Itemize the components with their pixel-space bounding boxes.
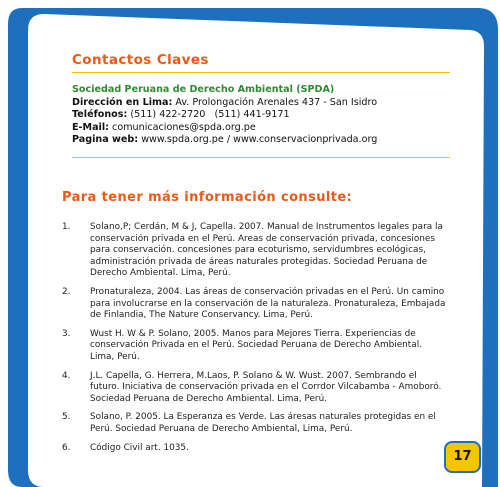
reference-text: Wust H. W & P. Solano, 2005. Manos para Mejores Tierra. Experiencias de conservación Privada en el Perú. Sociedad Peruana de Derecho Ambiental. Lima, Perú. bbox=[90, 328, 423, 362]
reference-item bbox=[62, 443, 447, 455]
divider-top bbox=[72, 72, 450, 73]
email-link[interactable]: comunicaciones@spda.org.pe bbox=[112, 121, 256, 133]
reference-text: Código Civil art. 1035. bbox=[90, 442, 189, 453]
divider-bottom bbox=[72, 157, 450, 158]
web-line bbox=[72, 134, 452, 147]
web-label: Pagina web: bbox=[72, 134, 139, 146]
reference-number: 2. bbox=[62, 286, 71, 297]
phone-value: (511) 422-2720 (511) 441-9171 bbox=[130, 109, 290, 121]
address-value: Av. Prolongación Arenales 437 - San Isidro bbox=[175, 96, 378, 108]
reference-item bbox=[62, 287, 447, 322]
reference-item bbox=[62, 329, 447, 364]
reference-text: Solano,P; Cerdán, M & J, Capella. 2007. Manual de Instrumentos legales para la conservación privada en el Perú. Areas de conservación privada, concesiones para conservación. concesiones para ecoturismo, servidumbres ecológicas, administración privada de áreas naturales protegidas. Sociedad Peruana de Derecho Ambiental. Lima, Perú. bbox=[90, 222, 443, 279]
page-number-badge: 17 bbox=[444, 441, 481, 473]
reference-text: J.L. Capella, G. Herrera, M.Laos, P. Solano & W. Wust. 2007. Sembrando el futuro. Iniciativa de conservación privada en el Corrdor Vilcabamba - Amoboró. Sociedad Peruana de Derecho Ambiental. Lima, Perú. bbox=[90, 370, 442, 404]
reference-number: 3. bbox=[62, 328, 71, 339]
address-label: Dirección en Lima: bbox=[72, 96, 173, 108]
phone-line bbox=[72, 109, 452, 122]
email-line bbox=[72, 122, 452, 135]
reference-number: 1. bbox=[62, 222, 71, 232]
info-heading: Para tener más información consulte: bbox=[62, 190, 353, 205]
reference-list bbox=[62, 222, 447, 461]
email-label: E-Mail: bbox=[72, 121, 109, 133]
org-name: Sociedad Peruana de Derecho Ambiental (SPDA) bbox=[72, 84, 335, 95]
address-line bbox=[72, 97, 452, 110]
reference-item bbox=[62, 222, 447, 280]
contacts-heading: Contactos Claves bbox=[72, 52, 209, 68]
reference-number: 6. bbox=[62, 442, 71, 453]
reference-text: Solano, P. 2005. La Esperanza es Verde. Las áresas naturales protegidas en el Perú. Sociedad Peruana de Derecho Ambiental, Lima, Perú. bbox=[90, 412, 436, 434]
page-content bbox=[60, 40, 452, 480]
reference-item bbox=[62, 371, 447, 406]
reference-number: 5. bbox=[62, 412, 71, 423]
phone-label: Teléfonos: bbox=[72, 109, 128, 121]
contacts-block bbox=[72, 84, 452, 147]
reference-number: 4. bbox=[62, 370, 71, 381]
web-link[interactable]: www.spda.org.pe / www.conservacionprivada.org bbox=[141, 134, 378, 146]
reference-item bbox=[62, 412, 447, 435]
reference-text: Pronaturaleza, 2004. Las áreas de conservación privadas en el Perú. Un camino para involucrarse en la conservación de la naturaleza. Pronaturaleza, Embajada de Finlandia, The Nature Conservancy. Lima, Perú. bbox=[90, 286, 446, 321]
